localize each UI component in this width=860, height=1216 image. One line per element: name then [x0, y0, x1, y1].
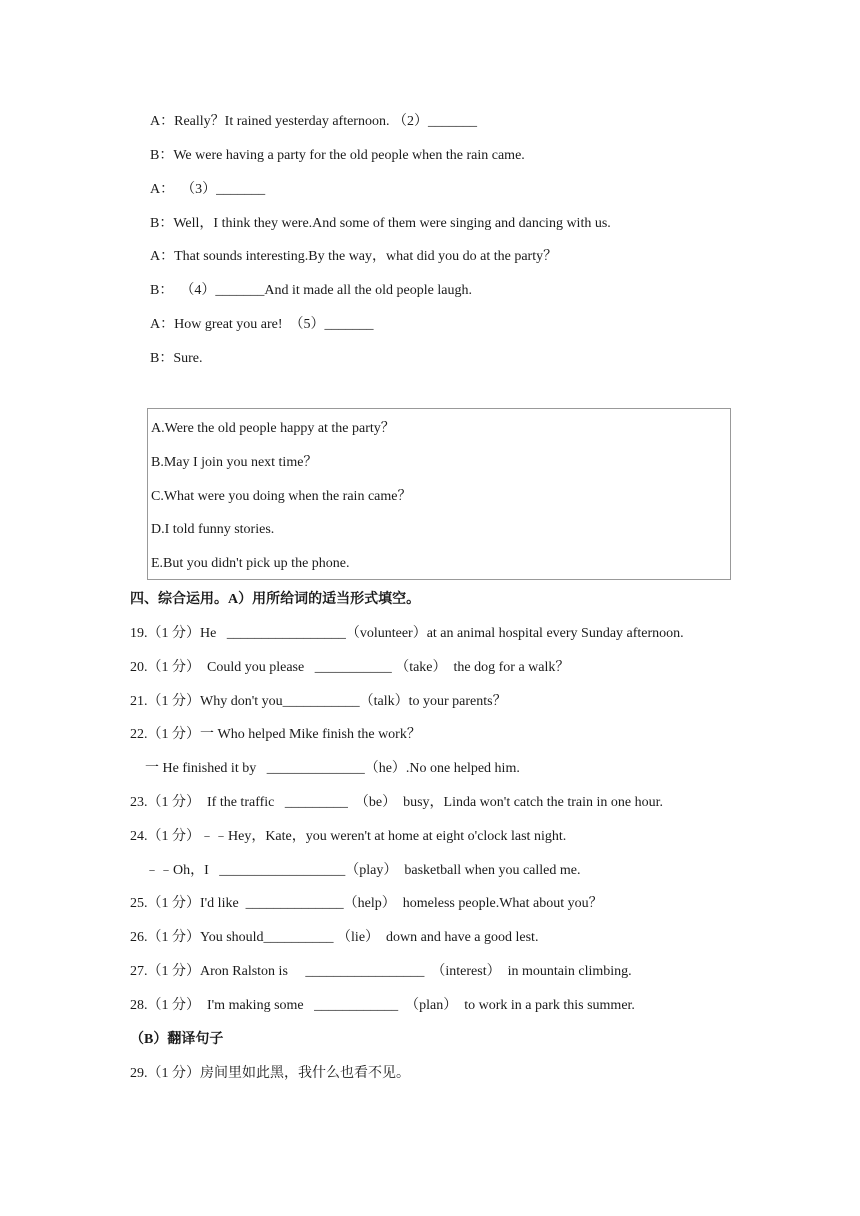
question-24-answer: ﹣﹣Oh，I __________________（play） basketball when you called me. [145, 863, 581, 878]
option-c: C.What were you doing when the rain came？ [151, 489, 412, 504]
dialogue-line: A： （3）_______ [150, 182, 266, 197]
question-22: 22.（1 分）一 Who helped Mike finish the work？ [130, 727, 421, 742]
question-20: 20.（1 分） Could you please ___________ （take） the dog for a walk？ [130, 660, 570, 675]
dialogue-line: B： （4）_______And it made all the old people laugh. [150, 283, 472, 298]
dialogue-line: B：We were having a party for the old people when the rain came. [150, 148, 525, 163]
question-24: 24.（1 分）﹣﹣Hey，Kate，you weren't at home at eight o'clock last night. [130, 829, 567, 844]
question-28: 28.（1 分） I'm making some ____________ （plan） to work in a park this summer. [130, 998, 635, 1013]
option-e: E.But you didn't pick up the phone. [151, 556, 350, 571]
dialogue-line: A：That sounds interesting.By the way，what did you do at the party？ [150, 249, 558, 264]
question-25: 25.（1 分）I'd like ______________（help） homeless people.What about you？ [130, 896, 603, 911]
section-b-title: （B）翻译句子 [130, 1032, 224, 1047]
question-21: 21.（1 分）Why don't you___________（talk）to your parents？ [130, 694, 507, 709]
dialogue-line: A：Really？It rained yesterday afternoon. （2）_______ [150, 114, 477, 129]
dialogue-line: A：How great you are! （5）_______ [150, 317, 374, 332]
question-22-answer: 一 He finished it by ______________（he）.No one helped him. [145, 761, 520, 776]
option-b: B.May I join you next time？ [151, 455, 318, 470]
options-box [147, 408, 731, 580]
question-29: 29.（1 分）房间里如此黑，我什么也看不见。 [130, 1066, 410, 1081]
dialogue-line: B：Well，I think they were.And some of them were singing and dancing with us. [150, 216, 611, 231]
question-27: 27.（1 分）Aron Ralston is _________________ （interest） in mountain climbing. [130, 964, 632, 979]
question-23: 23.（1 分） If the traffic _________ （be） busy，Linda won't catch the train in one hour. [130, 795, 663, 810]
option-a: A.Were the old people happy at the party？ [151, 421, 395, 436]
question-26: 26.（1 分）You should__________ （lie） down and have a good lest. [130, 930, 539, 945]
section-title: 四、综合运用。A）用所给词的适当形式填空。 [130, 592, 421, 607]
question-19: 19.（1 分）He _________________（volunteer）at an animal hospital every Sunday afternoon. [130, 626, 684, 641]
option-d: D.I told funny stories. [151, 522, 275, 537]
dialogue-line: B：Sure. [150, 351, 203, 366]
